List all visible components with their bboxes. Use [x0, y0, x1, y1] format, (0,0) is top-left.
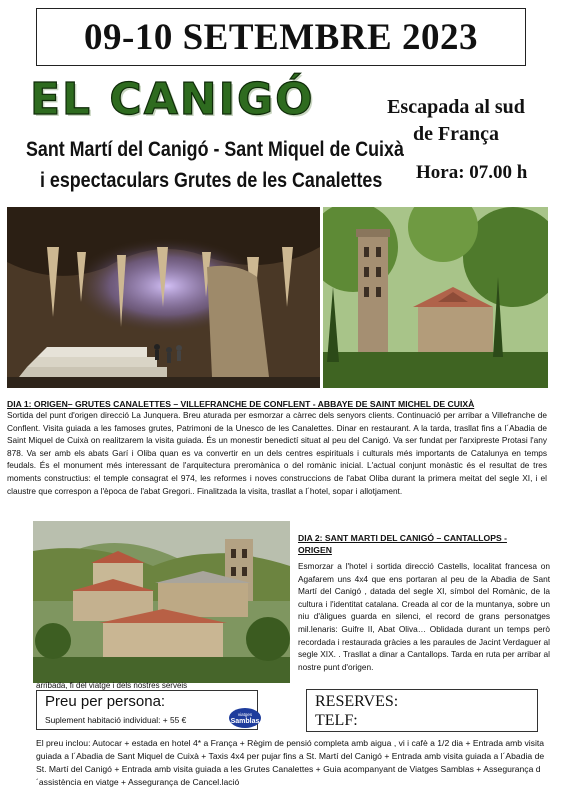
- subtitle-line-1: Sant Martí del Canigó - Sant Miquel de Cuixà: [26, 138, 404, 161]
- price-includes: El preu inclou: Autocar + estada en hotel 4* a França + Règim de pensió completa amb aigua , vi i cafè a 1/2 dia + Entrada amb visita guiada a l´Abadia de Sant Miquel de Cuixà + Taxis 4x4 per pujar fins a St. Martí del Canigó + Entrada amb visita guiada a l´Abadia de St. Martí del Canigó + Entrada amb visita guiada a les Grutes Canalettes + Guia acompanyant de Viatges Samblas + Assegurança d´assistència en viatge + Assegurança de Cancel.lació: [36, 738, 545, 787]
- price-title: Preu per persona:: [45, 693, 166, 710]
- day1-section: [7, 399, 547, 497]
- trip-end-note: arribada, fi del viatge i dels nostres serveis: [36, 681, 188, 690]
- day2-description: Esmorzar a l'hotel i sortida direcció Castells, localitat francesa on Agafarem uns 4x4 que ens portaran al peu de la Abadia de Sant Martí del Canigó , datada del segle XI, símbol del Romànic, de la cultura i l'identitat catalana. Creada al cor de la muntanya, sobre un niu d'àligues guarda en silenci, el record de grans personatges mil.lenaris: Guifre II, Abat Oliva… Oblidada durant un temps però recordada i restaurada gràcies a les paraules de Jacint Verdaguer al segle XIX. . Trasllat a dinar a Cantallops. Tarda en ruta per arribar al nostre punt d'origen.: [298, 561, 550, 672]
- svg-text:Samblas: Samblas: [230, 718, 260, 725]
- caves-photo: [7, 207, 320, 388]
- departure-time: Hora: 07.00 h: [416, 162, 528, 183]
- phone-label: TELF:: [315, 712, 358, 729]
- day2-heading-line-2: ORIGEN: [298, 545, 332, 555]
- date-banner: [36, 8, 526, 66]
- reserves-label: RESERVES:: [315, 693, 399, 710]
- caves-illustration: [7, 207, 320, 388]
- day2-heading-line-1: DIA 2: SANT MARTI DEL CANIGÓ – CANTALLOPS -: [298, 533, 507, 543]
- escapada-tagline: [386, 94, 526, 148]
- main-title: EL CANIGÓ: [30, 74, 315, 125]
- price-box: [36, 690, 258, 730]
- day2-section: [298, 532, 550, 673]
- day2-heading: [298, 532, 550, 556]
- event-date: 09-10 SETEMBRE 2023: [84, 16, 478, 58]
- day1-description: Sortida del punt d'origen direcció La Junquera. Breu aturada per esmorzar a càrrec dels senyors clients. Continuació per arribar a Villefranche de Conflent. Visita guiada a les famoses grutes, Patrimoni de la Unesco de les Canalettes. Dinar en restaurant. A la tarda, trasllat fins a l´Abadia de Saint Miquel de Cuixà on realitzarem la visita guiada. És un monestir benedictí situat al peu del Canigó. Va ser fundat per l'arxipreste Protasi l'any 878. Va ser amb els abats Garí i Oliba quan es va convertir en un dels centres espirituals i culturals més importants de Catalunya en temps feudals. És el monument més interessant de l'arquitectura preromànica o del romànic inicial. L'actual conjunt monàstic és el resultat de tres moments constructius: el temple consagrat el 974, les reformes i noves construccions de l'abat Oliba durant la primera meitat del segle XI, i el claustre que correspon a l'època de l'abat Gregori.. Finalitzada la visita, trasllat a l´hotel, sopar i allotjament.: [7, 410, 547, 496]
- agency-logo: [228, 706, 262, 736]
- monastery-illustration: [33, 521, 290, 683]
- day1-heading: DIA 1: ORIGEN– GRUTES CANALETTES – VILLEFRANCHE DE CONFLENT - ABBAYE DE SAINT MICHEL DE CUIXÀ: [7, 399, 475, 409]
- sant-marti-canigo-photo: [33, 521, 290, 683]
- reservations-box: [306, 689, 538, 732]
- abbey-illustration: [323, 207, 548, 388]
- samblas-logo-icon: [228, 706, 262, 736]
- subtitle-line-2: i espectaculars Grutes de les Canalettes: [40, 169, 383, 192]
- single-room-supplement: Suplement habitació individual: + 55 €: [45, 715, 187, 725]
- svg-text:viatges: viatges: [237, 712, 253, 717]
- abbey-cuixa-photo: [323, 207, 548, 388]
- escapada-line-2: de França: [412, 123, 500, 145]
- escapada-line-1: Escapada al sud: [387, 96, 525, 118]
